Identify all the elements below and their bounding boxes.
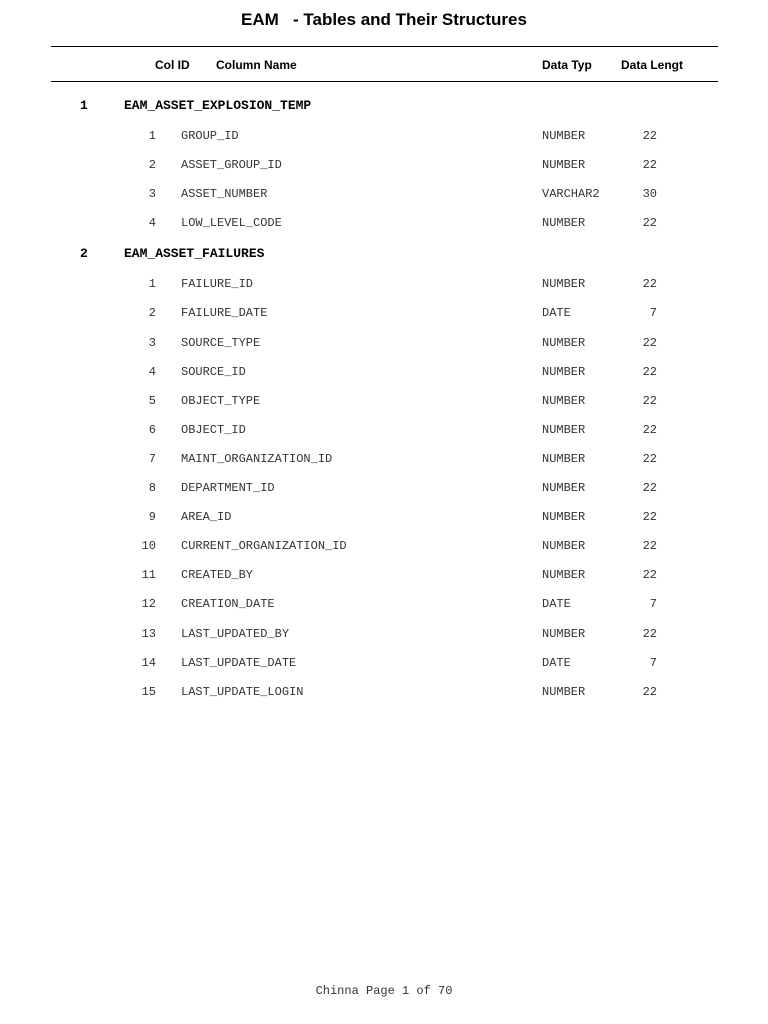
table-row xyxy=(0,153,768,182)
column-data-type: NUMBER xyxy=(542,216,586,231)
column-name: SOURCE_ID xyxy=(181,364,246,379)
column-data-type: NUMBER xyxy=(542,451,586,466)
table-header xyxy=(0,92,768,124)
table-row xyxy=(0,182,768,211)
column-data-length: 22 xyxy=(642,684,657,699)
column-data-length: 22 xyxy=(642,216,657,231)
data-type-header: Data Typ xyxy=(542,58,592,72)
table-row xyxy=(0,124,768,153)
column-name: CREATION_DATE xyxy=(181,597,275,612)
column-id: 6 xyxy=(148,422,156,437)
table-row xyxy=(0,272,768,301)
column-data-type: NUMBER xyxy=(542,568,586,583)
column-data-length: 22 xyxy=(642,335,657,350)
column-name: MAINT_ORGANIZATION_ID xyxy=(181,451,333,466)
column-data-length: 7 xyxy=(649,306,657,321)
column-id: 2 xyxy=(148,306,156,321)
column-data-length: 22 xyxy=(642,422,657,437)
table-row xyxy=(0,211,768,240)
column-id: 4 xyxy=(148,364,156,379)
column-id: 15 xyxy=(141,684,156,699)
column-name: ASSET_GROUP_ID xyxy=(181,158,282,173)
table-name: EAM_ASSET_EXPLOSION_TEMP xyxy=(124,98,312,113)
table-header xyxy=(0,240,768,272)
table-number: 2 xyxy=(80,246,88,262)
column-data-type: NUMBER xyxy=(542,422,586,437)
column-data-length: 7 xyxy=(649,597,657,612)
column-data-type: NUMBER xyxy=(542,277,586,292)
tables-list xyxy=(0,92,768,709)
column-data-length: 30 xyxy=(642,187,657,202)
column-name: FAILURE_DATE xyxy=(181,306,268,321)
column-data-length: 22 xyxy=(642,129,657,143)
table-number: 1 xyxy=(80,98,88,113)
column-id: 14 xyxy=(141,655,156,670)
table-row xyxy=(0,505,768,534)
column-data-type: NUMBER xyxy=(542,364,586,379)
table-row xyxy=(0,447,768,476)
column-name: GROUP_ID xyxy=(181,129,239,143)
column-id: 7 xyxy=(148,451,156,466)
table-row xyxy=(0,534,768,563)
column-data-type: NUMBER xyxy=(542,481,586,496)
page-footer: Chinna Page 1 of 70 xyxy=(315,984,453,998)
table-row xyxy=(0,592,768,621)
column-id: 3 xyxy=(148,187,156,202)
column-data-length: 22 xyxy=(642,158,657,173)
table-row xyxy=(0,360,768,389)
header-top-divider xyxy=(51,46,718,47)
column-id: 11 xyxy=(141,568,156,583)
header-bottom-divider xyxy=(51,81,718,82)
table-row xyxy=(0,418,768,447)
column-name: LAST_UPDATE_LOGIN xyxy=(181,684,304,699)
column-id: 1 xyxy=(148,129,156,143)
column-id: 8 xyxy=(148,481,156,496)
table-row xyxy=(0,476,768,505)
column-data-type: DATE xyxy=(542,655,571,670)
table-row xyxy=(0,389,768,418)
column-id: 2 xyxy=(148,158,156,173)
column-data-type: NUMBER xyxy=(542,393,586,408)
column-data-length: 22 xyxy=(642,510,657,525)
column-name: ASSET_NUMBER xyxy=(181,187,268,202)
column-data-length: 22 xyxy=(642,626,657,641)
column-name: AREA_ID xyxy=(181,510,232,525)
column-id: 13 xyxy=(141,626,156,641)
column-data-type: NUMBER xyxy=(542,626,586,641)
column-data-length: 22 xyxy=(642,277,657,292)
column-data-type: DATE xyxy=(542,306,571,321)
table-row xyxy=(0,563,768,592)
column-data-length: 22 xyxy=(642,451,657,466)
column-name: DEPARTMENT_ID xyxy=(181,481,275,496)
table-row xyxy=(0,680,768,709)
column-id: 4 xyxy=(148,216,156,231)
column-data-length: 22 xyxy=(642,364,657,379)
column-id: 3 xyxy=(148,335,156,350)
column-name-header: Column Name xyxy=(216,58,297,72)
column-data-type: NUMBER xyxy=(542,510,586,525)
col-id-header: Col ID xyxy=(155,58,190,72)
column-id: 10 xyxy=(141,539,156,554)
table-name: EAM_ASSET_FAILURES xyxy=(124,246,265,262)
column-id: 12 xyxy=(141,597,156,612)
column-data-length: 22 xyxy=(642,393,657,408)
column-data-type: NUMBER xyxy=(542,129,586,143)
column-id: 1 xyxy=(148,277,156,292)
column-name: CREATED_BY xyxy=(181,568,254,583)
column-id: 9 xyxy=(148,510,156,525)
column-data-length: 22 xyxy=(642,568,657,583)
column-data-type: NUMBER xyxy=(542,684,586,699)
column-data-length: 22 xyxy=(642,481,657,496)
column-data-type: NUMBER xyxy=(542,335,586,350)
column-name: LAST_UPDATE_DATE xyxy=(181,655,297,670)
column-name: FAILURE_ID xyxy=(181,277,254,292)
table-row xyxy=(0,301,768,330)
column-name: LAST_UPDATED_BY xyxy=(181,626,290,641)
column-name: CURRENT_ORGANIZATION_ID xyxy=(181,539,347,554)
column-name: OBJECT_ID xyxy=(181,422,246,437)
column-data-type: DATE xyxy=(542,597,571,612)
column-data-type: NUMBER xyxy=(542,539,586,554)
column-data-type: VARCHAR2 xyxy=(542,187,600,202)
column-id: 5 xyxy=(148,393,156,408)
table-row xyxy=(0,622,768,651)
column-name: LOW_LEVEL_CODE xyxy=(181,216,282,231)
table-row xyxy=(0,331,768,360)
data-length-header: Data Lengt xyxy=(621,58,684,72)
table-row xyxy=(0,651,768,680)
page-title: EAM - Tables and Their Structures xyxy=(241,10,527,29)
column-data-type: NUMBER xyxy=(542,158,586,173)
column-data-length: 22 xyxy=(642,539,657,554)
column-name: SOURCE_TYPE xyxy=(181,335,261,350)
column-data-length: 7 xyxy=(649,655,657,670)
column-name: OBJECT_TYPE xyxy=(181,393,261,408)
